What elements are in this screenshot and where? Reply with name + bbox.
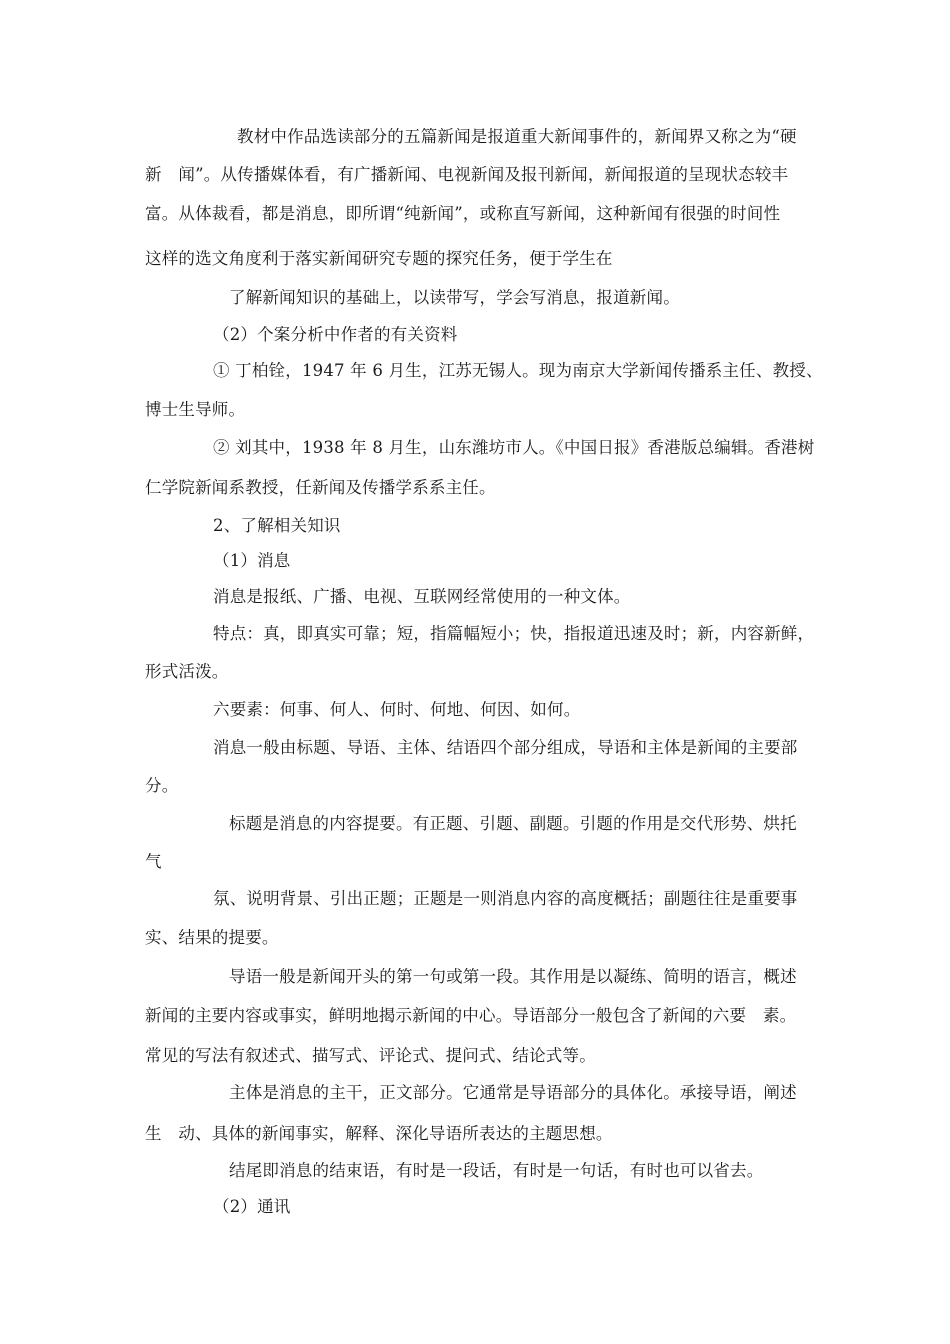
paragraph-line: 富。从体裁看，都是消息，即所谓“纯新闻”，或称直写新闻，这种新闻有很强的时间性 xyxy=(145,204,781,223)
paragraph-line: 教材中作品选读部分的五篇新闻是报道重大新闻事件的，新闻界又称之为“硬 xyxy=(237,127,797,146)
paragraph-line: 这样的选文角度利于落实新闻研究专题的探究任务，便于学生在 xyxy=(145,249,613,268)
section-heading: （1）消息 xyxy=(213,551,291,570)
section-heading: 2、了解相关知识 xyxy=(213,516,341,535)
paragraph-line: 消息是报纸、广播、电视、互联网经常使用的一种文体。 xyxy=(213,587,631,606)
paragraph-line: 新闻的主要内容或事实，鲜明地揭示新闻的中心。导语部分一般包含了新闻的六要 素。 xyxy=(145,1006,797,1025)
paragraph-line: 分。 xyxy=(145,776,179,795)
paragraph-line: 新 闻”。从传播媒体看，有广播新闻、电视新闻及报刊新闻，新闻报道的呈现状态较丰 xyxy=(145,165,789,184)
paragraph-line: ② 刘其中，1938 年 8 月生，山东潍坊市人。《中国日报》香港版总编辑。香港树 xyxy=(213,438,815,457)
paragraph-line: 仁学院新闻系教授，任新闻及传播学系系主任。 xyxy=(145,478,496,497)
paragraph-line: 生 动、具体的新闻事实，解释、深化导语所表达的主题思想。 xyxy=(145,1124,613,1143)
section-heading: （2）个案分析中作者的有关资料 xyxy=(213,325,458,344)
paragraph-line: 实、结果的提要。 xyxy=(145,928,279,947)
paragraph-line: 形式活泼。 xyxy=(145,662,229,681)
paragraph-line: 特点：真，即真实可靠；短，指篇幅短小；快，指报道迅速及时；新，内容新鲜， xyxy=(213,624,815,643)
paragraph-line: 消息一般由标题、导语、主体、结语四个部分组成，导语和主体是新闻的主要部 xyxy=(213,738,798,757)
section-heading: （2）通讯 xyxy=(213,1197,291,1216)
paragraph-line: 六要素：何事、何人、何时、何地、何因、如何。 xyxy=(213,700,581,719)
paragraph-line: 主体是消息的主干，正文部分。它通常是导语部分的具体化。承接导语，阐述 xyxy=(229,1083,797,1102)
paragraph-line: 氛、说明背景、引出正题；正题是一则消息内容的高度概括；副题往往是重要事 xyxy=(213,889,798,908)
paragraph-line: 气 xyxy=(145,852,162,871)
paragraph-line: 导语一般是新闻开头的第一句或第一段。其作用是以凝练、简明的语言，概述 xyxy=(229,967,797,986)
paragraph-line: 了解新闻知识的基础上，以读带写，学会写消息，报道新闻。 xyxy=(229,288,680,307)
paragraph-line: ① 丁柏铨，1947 年 6 月生，江苏无锡人。现为南京大学新闻传播系主任、教授、 xyxy=(213,361,823,380)
paragraph-line: 结尾即消息的结束语，有时是一段话，有时是一句话，有时也可以省去。 xyxy=(229,1161,764,1180)
paragraph-line: 博士生导师。 xyxy=(145,400,246,419)
paragraph-line: 常见的写法有叙述式、描写式、评论式、提问式、结论式等。 xyxy=(145,1046,596,1065)
paragraph-line: 标题是消息的内容提要。有正题、引题、副题。引题的作用是交代形势、烘托 xyxy=(229,814,797,833)
